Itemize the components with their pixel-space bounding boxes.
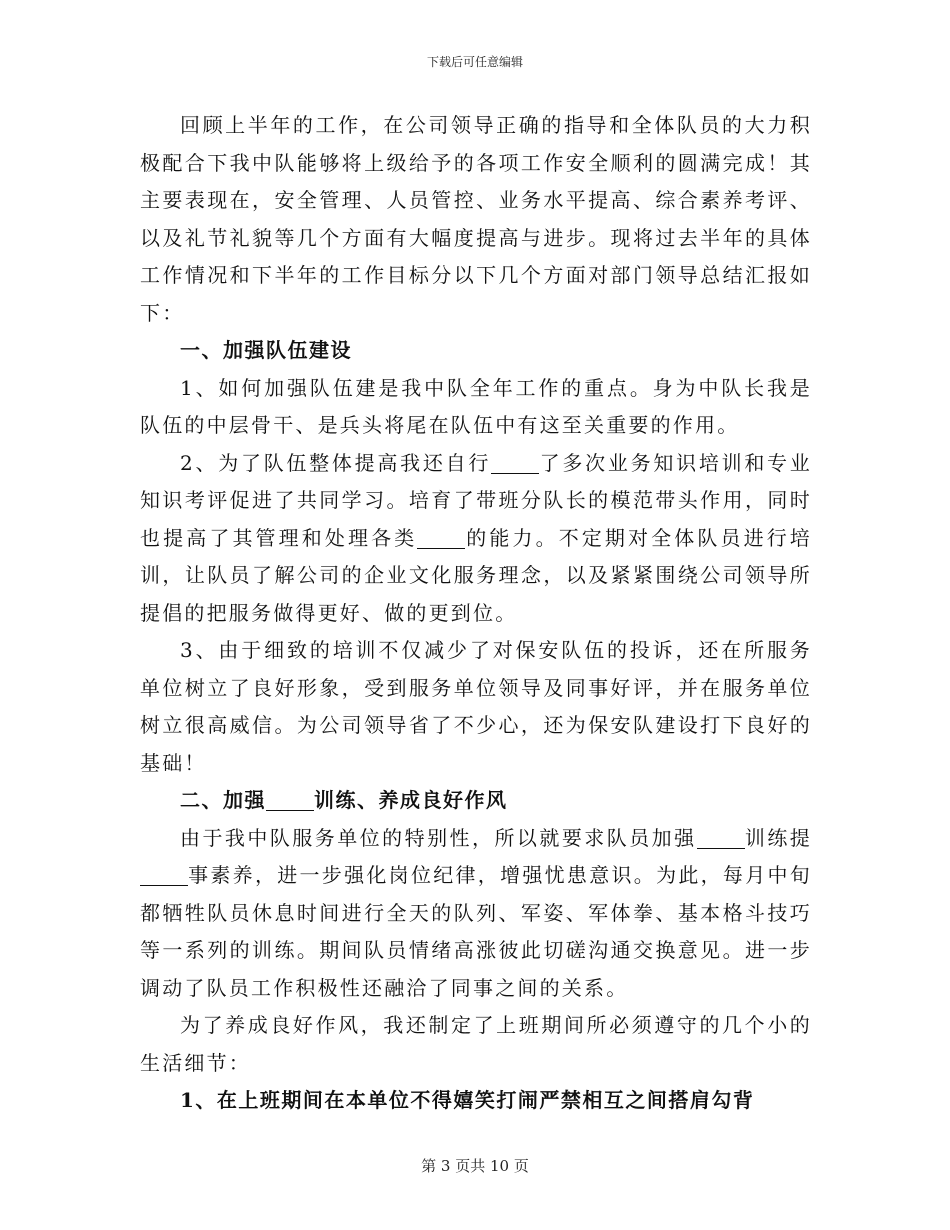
page-footer: 第 3 页共 10 页 (421, 1157, 529, 1175)
training-paragraph-part-a: 由于我中队服务单位的特别性，所以就要求队员加强 (180, 825, 697, 850)
paragraph-item-1: 1、如何加强队伍建是我中队全年工作的重点。身为中队长我是队伍的中层骨干、是兵头将尾在队伍中有这至关重要的作用。 (140, 375, 812, 437)
section-heading-1: 一、加强队伍建设 (180, 338, 352, 362)
style-paragraph: 为了养成良好作风，我还制定了上班期间所必须遵守的几个小的生活细节： (140, 1013, 812, 1075)
training-paragraph (140, 820, 812, 1008)
section-heading-2-part-b: 训练、养成良好作风 (314, 788, 508, 812)
training-paragraph-part-b: 训练提 (744, 825, 812, 850)
fill-blank (491, 455, 539, 474)
section-heading-2-part-a: 二、加强 (180, 788, 266, 812)
paragraph-item-3: 3、由于细致的培训不仅减少了对保安队伍的投诉，还在所服务单位树立了良好形象，受到服务单位领导及同事好评，并在服务单位树立很高威信。为公司领导省了不少心，还为保安队建设打下良好的基础！ (140, 638, 812, 775)
rule-item-1: 1、在上班期间在本单位不得嬉笑打闹严禁相互之间搭肩勾背 (180, 1088, 755, 1112)
fill-blank (697, 830, 745, 849)
fill-blank (266, 792, 314, 811)
paragraph-item-2-part-b: 了多次业务知识培训和专业知识考评促进了共同学习。培育了带班分队长的模范带头作用，同时也提高了其管理和处理各类 (140, 450, 812, 550)
document-body (140, 107, 812, 1120)
fill-blank (417, 530, 465, 549)
fill-blank (140, 867, 188, 886)
page-header: 下载后可任意编辑 (426, 55, 523, 69)
paragraph-item-2-part-c: 的能力。不定期对全体队员进行培训，让队员了解公司的企业文化服务理念，以及紧紧围绕公司领导所提倡的把服务做得更好、做的更到位。 (140, 525, 813, 625)
training-paragraph-part-c: 事素养，进一步强化岗位纪律，增强忧患意识。为此，每月中旬都牺牲队员休息时间进行全天的队列、军姿、军体拳、基本格斗技巧等一系列的训练。期间队员情绪高涨彼此切磋沟通交换意见。进一步调动了队员工作积极性还融洽了同事之间的关系。 (140, 863, 812, 1000)
section-heading-2 (140, 782, 812, 820)
paragraph-item-2-part-a: 2、为了队伍整体提高我还自行 (180, 450, 492, 475)
paragraph-item-2 (140, 445, 812, 633)
intro-paragraph: 回顾上半年的工作，在公司领导正确的指导和全体队员的大力积极配合下我中队能够将上级给予的各项工作安全顺利的圆满完成！其主要表现在，安全管理、人员管控、业务水平提高、综合素养考评、以及礼节礼貌等几个方面有大幅度提高与进步。现将过去半年的具体工作情况和下半年的工作目标分以下几个方面对部门领导总结汇报如下： (140, 113, 812, 325)
